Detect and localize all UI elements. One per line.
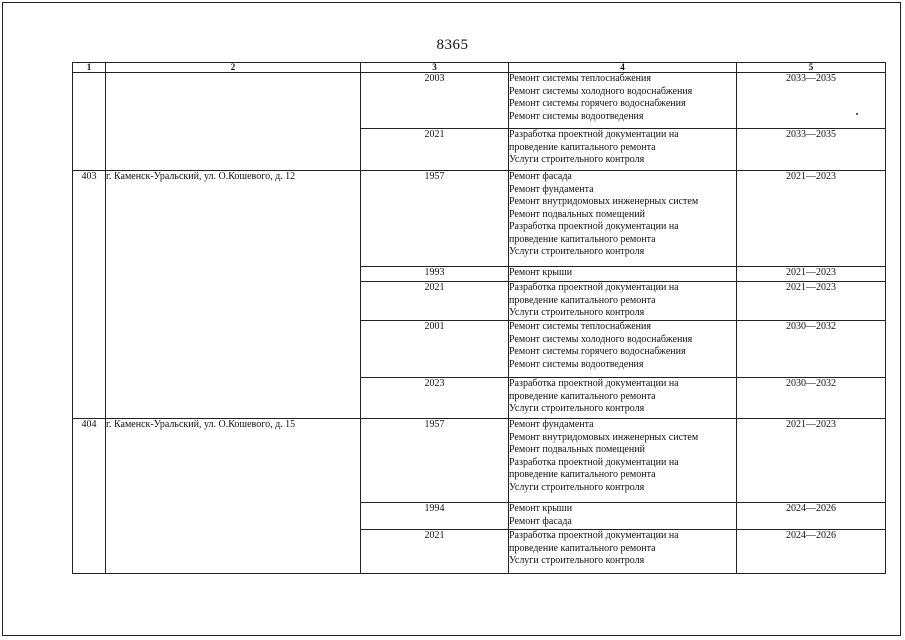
work-item: проведение капитального ремонта [509, 390, 656, 402]
works-cell [509, 171, 737, 267]
address-cell: г. Каменск-Уральский, ул. О.Кошевого, д. 15 [106, 419, 361, 574]
period-cell: 2024—2026 [737, 530, 886, 574]
work-item: Ремонт крыши [509, 503, 573, 514]
work-item: проведение капитального ремонта [509, 294, 656, 306]
header-col-3: 3 [361, 63, 509, 73]
works-cell [509, 503, 737, 530]
year-cell: 1957 [361, 419, 509, 503]
work-item: Ремонт фасада [509, 515, 572, 527]
year-cell: 1957 [361, 171, 509, 267]
row-number: 403 [73, 171, 106, 419]
period-cell: 2030—2032 [737, 321, 886, 378]
header-row [73, 63, 886, 73]
header-col-2: 2 [106, 63, 361, 73]
table-row [73, 171, 886, 267]
works-cell [509, 530, 737, 574]
work-item: проведение капитального ремонта [509, 141, 656, 153]
year-cell: 2001 [361, 321, 509, 378]
table-row [73, 73, 886, 129]
address-cell [106, 73, 361, 171]
table-body [73, 73, 886, 574]
work-item: Услуги строительного контроля [509, 154, 645, 165]
work-item: Ремонт фундамента [509, 419, 594, 430]
works-cell [509, 129, 737, 171]
year-cell: 1994 [361, 503, 509, 530]
period-cell: 2021—2023 [737, 171, 886, 267]
year-cell: 2021 [361, 282, 509, 321]
work-item: Ремонт фундамента [509, 183, 594, 195]
work-item: Ремонт системы водоотведения [509, 110, 644, 122]
works-cell [509, 73, 737, 129]
works-cell [509, 378, 737, 419]
works-cell [509, 267, 737, 282]
year-cell: 2021 [361, 530, 509, 574]
work-item: проведение капитального ремонта [509, 469, 656, 480]
work-item: Ремонт системы горячего водоснабжения [509, 346, 686, 357]
year-cell: 2023 [361, 378, 509, 419]
work-item: Разработка проектной документации на [509, 456, 679, 468]
work-item: Ремонт системы холодного водоснабжения [509, 333, 693, 345]
work-item: Услуги строительного контроля [509, 307, 645, 318]
work-item: Ремонт внутридомовых инженерных систем [509, 431, 699, 443]
work-item: проведение капитального ремонта [509, 233, 656, 245]
work-item: Разработка проектной документации на [509, 282, 679, 293]
work-item: Услуги строительного контроля [509, 555, 645, 566]
work-item: Разработка проектной документации на [509, 530, 679, 541]
work-item: Ремонт подвальных помещений [509, 208, 645, 220]
work-item: Услуги строительного контроля [509, 403, 645, 414]
work-item: Ремонт подвальных помещений [509, 444, 645, 455]
address-cell: г. Каменск-Уральский, ул. О.Кошевого, д. 12 [106, 171, 361, 419]
header-col-5: 5 [737, 63, 886, 73]
work-item: Ремонт системы теплоснабжения [509, 321, 651, 332]
work-item: Ремонт системы горячего водоснабжения [509, 98, 686, 109]
work-item: Разработка проектной документации на [509, 129, 679, 140]
works-cell [509, 321, 737, 378]
work-item: Разработка проектной документации на [509, 221, 679, 232]
period-cell: 2021—2023 [737, 282, 886, 321]
work-item: Разработка проектной документации на [509, 378, 679, 389]
work-item: Услуги строительного контроля [509, 246, 645, 257]
period-cell: 2033—2035 [737, 129, 886, 171]
period-cell: 2024—2026 [737, 503, 886, 530]
works-cell [509, 282, 737, 321]
header-col-4: 4 [509, 63, 737, 73]
period-cell: 2021—2023 [737, 419, 886, 503]
work-item: Ремонт внутридомовых инженерных систем [509, 196, 699, 207]
row-number: 404 [73, 419, 106, 574]
period-cell: 2021—2023 [737, 267, 886, 282]
header-col-1: 1 [73, 63, 106, 73]
year-cell: 1993 [361, 267, 509, 282]
year-cell: 2003 [361, 73, 509, 129]
table-row [73, 419, 886, 503]
work-item: проведение капитального ремонта [509, 542, 656, 554]
page-number: 8365 [436, 37, 469, 53]
row-number [73, 73, 106, 171]
period-cell: 2033—2035 [737, 73, 886, 129]
work-item: Ремонт фасада [509, 171, 572, 182]
period-cell: 2030—2032 [737, 378, 886, 419]
works-cell [509, 419, 737, 503]
work-item: Ремонт системы теплоснабжения [509, 73, 651, 84]
work-item: Ремонт крыши [509, 267, 573, 278]
year-cell: 2021 [361, 129, 509, 171]
work-item: Услуги строительного контроля [509, 481, 645, 493]
work-item: Ремонт системы холодного водоснабжения [509, 85, 693, 97]
work-item: Ремонт системы водоотведения [509, 358, 644, 370]
works-table [72, 62, 886, 574]
